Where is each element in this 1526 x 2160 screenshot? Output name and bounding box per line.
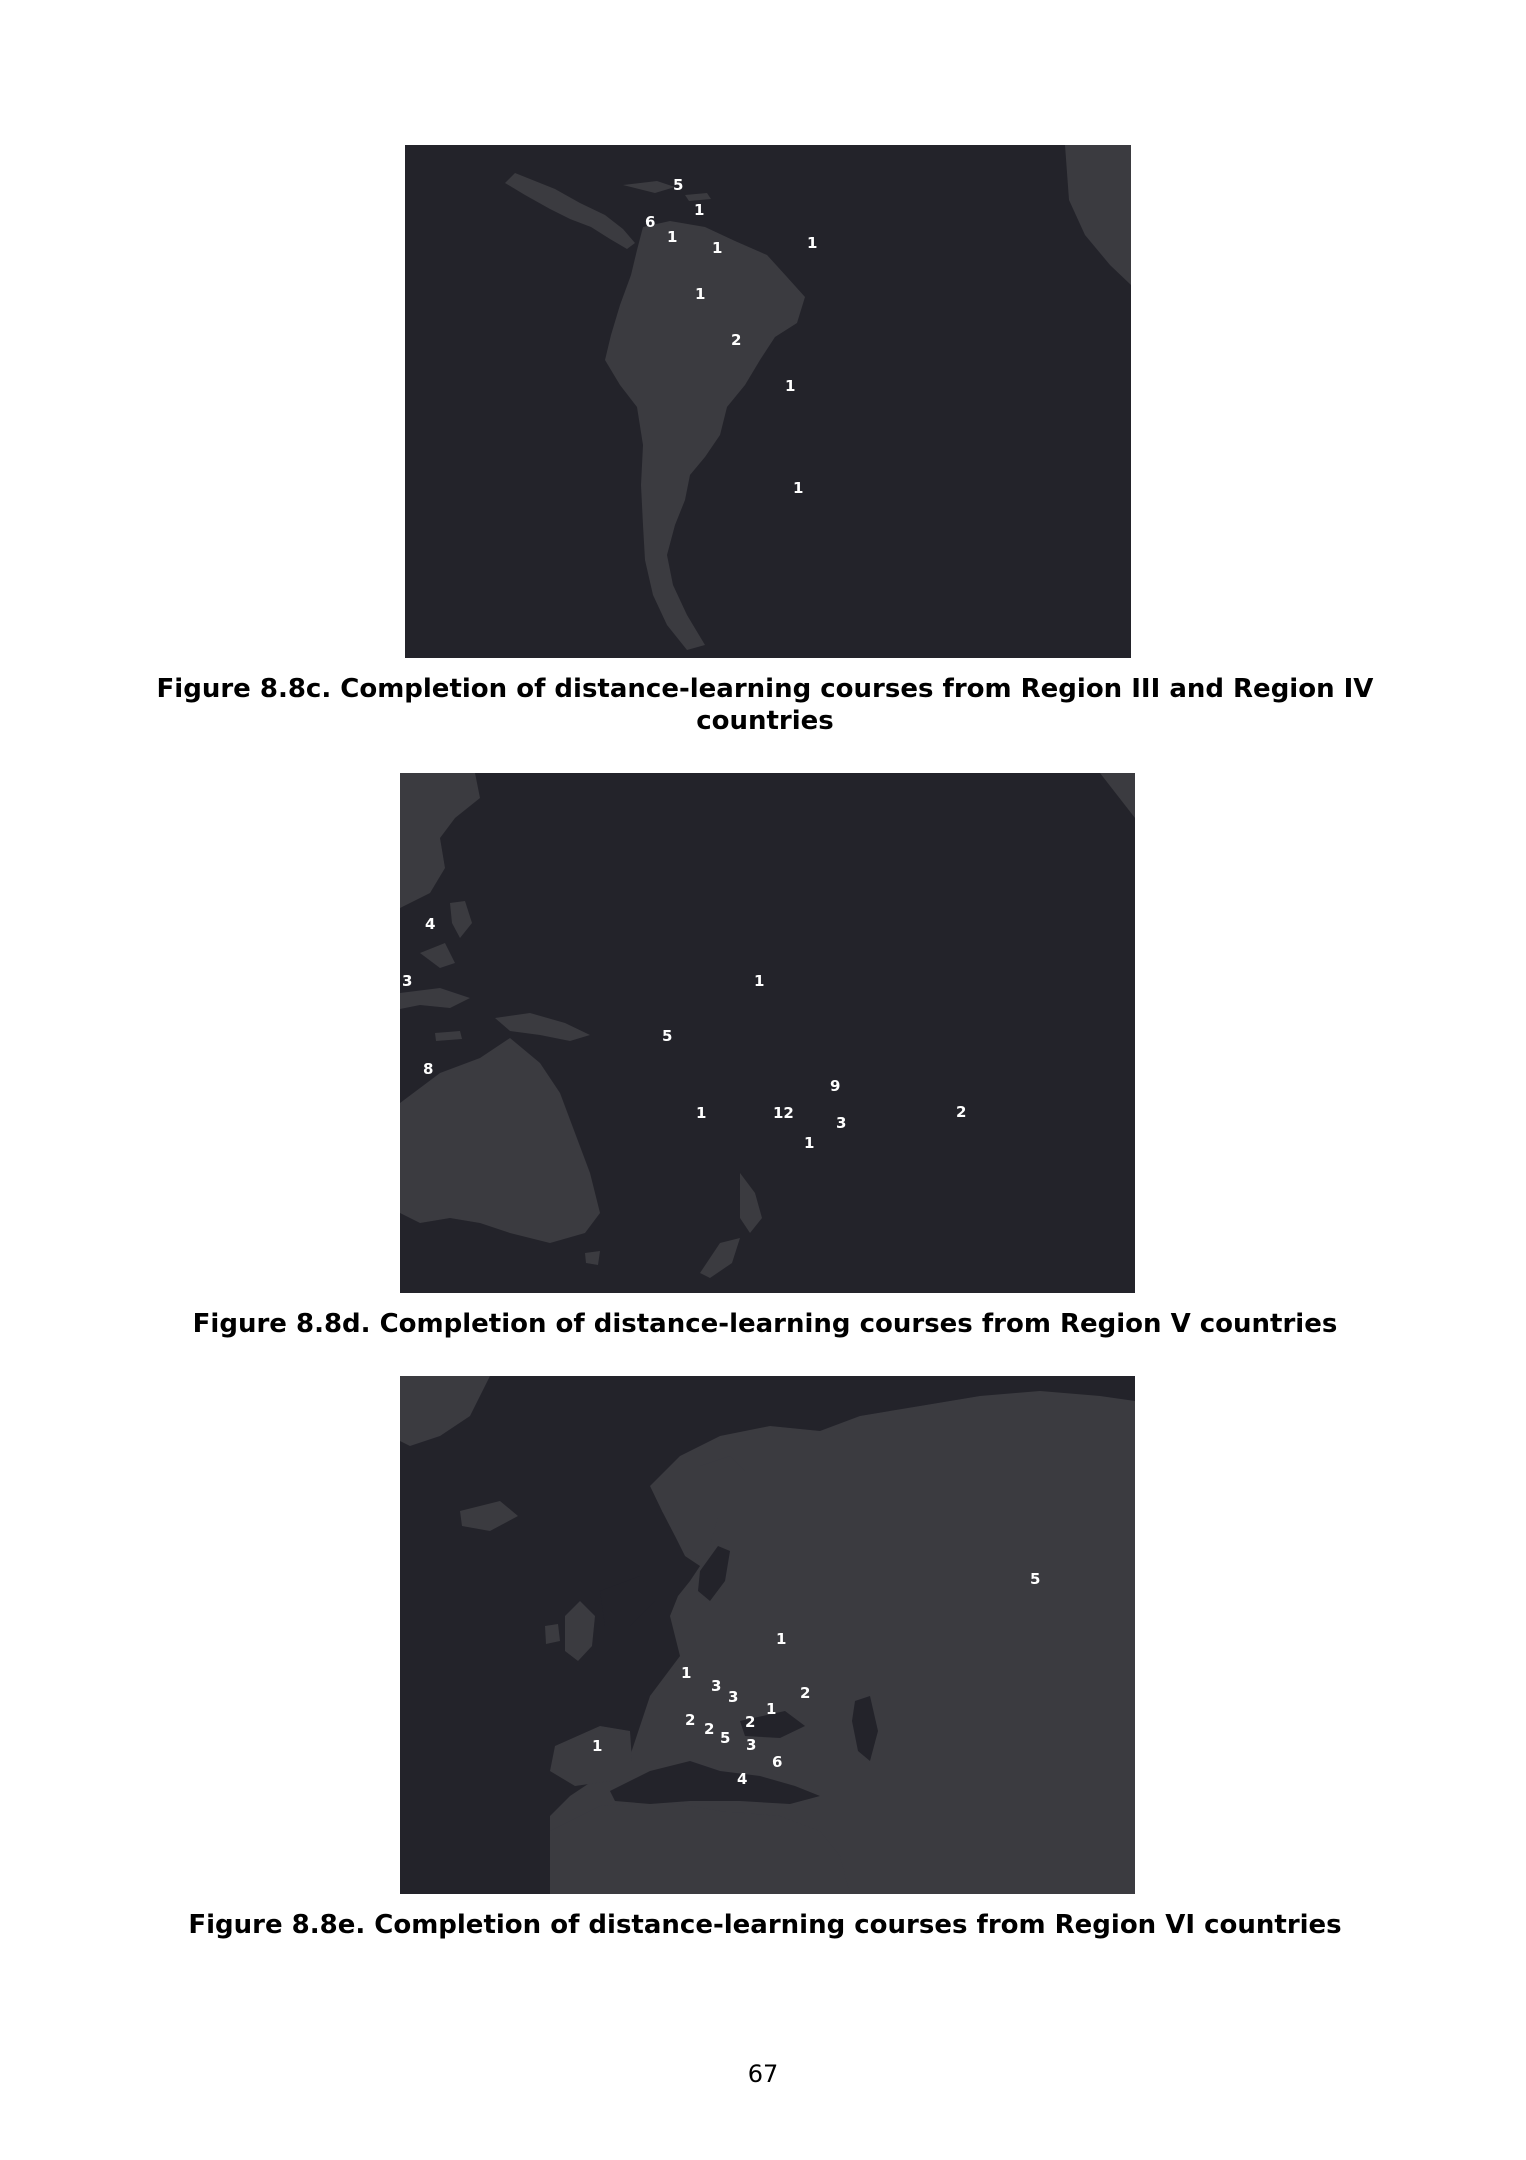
count-label: 1 (592, 1737, 603, 1755)
count-label: 1 (681, 1664, 692, 1682)
new-zealand-landmass (700, 1173, 762, 1278)
count-label: 1 (695, 285, 706, 303)
count-label: 3 (402, 972, 413, 990)
philippines-islands (450, 901, 472, 938)
count-label: 12 (773, 1104, 794, 1122)
count-label: 1 (793, 479, 804, 497)
count-label: 1 (667, 228, 678, 246)
greenland-edge (400, 1376, 490, 1446)
count-label: 1 (712, 239, 723, 257)
count-label: 1 (807, 234, 818, 252)
figure-8-8d-caption: Figure 8.8d. Completion of distance-learning courses from Region V countries (192, 1309, 1338, 1339)
count-label: 6 (645, 213, 656, 231)
asia-edge-landmass (400, 773, 480, 908)
figure-8-8e-caption: Figure 8.8e. Completion of distance-learning courses from Region VI countries (188, 1910, 1342, 1940)
north-sea (600, 1576, 655, 1626)
count-label: 4 (425, 915, 436, 933)
count-label: 5 (673, 176, 684, 194)
count-label: 8 (423, 1060, 434, 1078)
africa-edge-landmass (1065, 145, 1131, 285)
count-label: 2 (745, 1713, 756, 1731)
central-america-landmass (505, 173, 635, 249)
count-label: 5 (720, 1729, 731, 1747)
north-america-edge (1100, 773, 1135, 818)
count-label: 9 (830, 1077, 841, 1095)
count-label: 3 (746, 1736, 757, 1754)
count-label: 2 (704, 1720, 715, 1738)
tasmania-island (585, 1251, 600, 1265)
count-label: 3 (836, 1114, 847, 1132)
count-label: 5 (662, 1027, 673, 1045)
count-label: 3 (711, 1677, 722, 1695)
count-label: 2 (800, 1684, 811, 1702)
count-label: 1 (754, 972, 765, 990)
count-label: 4 (737, 1770, 748, 1788)
new-guinea-landmass (495, 1013, 590, 1041)
count-label: 2 (956, 1103, 967, 1121)
count-label: 1 (804, 1134, 815, 1152)
count-label: 1 (776, 1630, 787, 1648)
count-label: 6 (772, 1753, 783, 1771)
figure-8-8c-caption: Figure 8.8c. Completion of distance-learning courses from Region III and Region IV countries (156, 674, 1374, 736)
count-label: 2 (685, 1711, 696, 1729)
british-isles (545, 1601, 595, 1661)
page-number: 67 (747, 2060, 779, 2088)
count-label: 1 (766, 1700, 777, 1718)
indonesia-islands (400, 943, 470, 1041)
count-label: 1 (694, 201, 705, 219)
count-label: 2 (731, 331, 742, 349)
figure-8-8d-map (400, 773, 1135, 1293)
count-label: 5 (1030, 1570, 1041, 1588)
count-label: 3 (728, 1688, 739, 1706)
caribbean-islands (623, 181, 711, 201)
figure-8-8c-map (405, 145, 1131, 658)
iceland-island (460, 1501, 518, 1531)
count-label: 1 (785, 377, 796, 395)
figure-8-8e-map (400, 1376, 1135, 1894)
count-label: 1 (696, 1104, 707, 1122)
